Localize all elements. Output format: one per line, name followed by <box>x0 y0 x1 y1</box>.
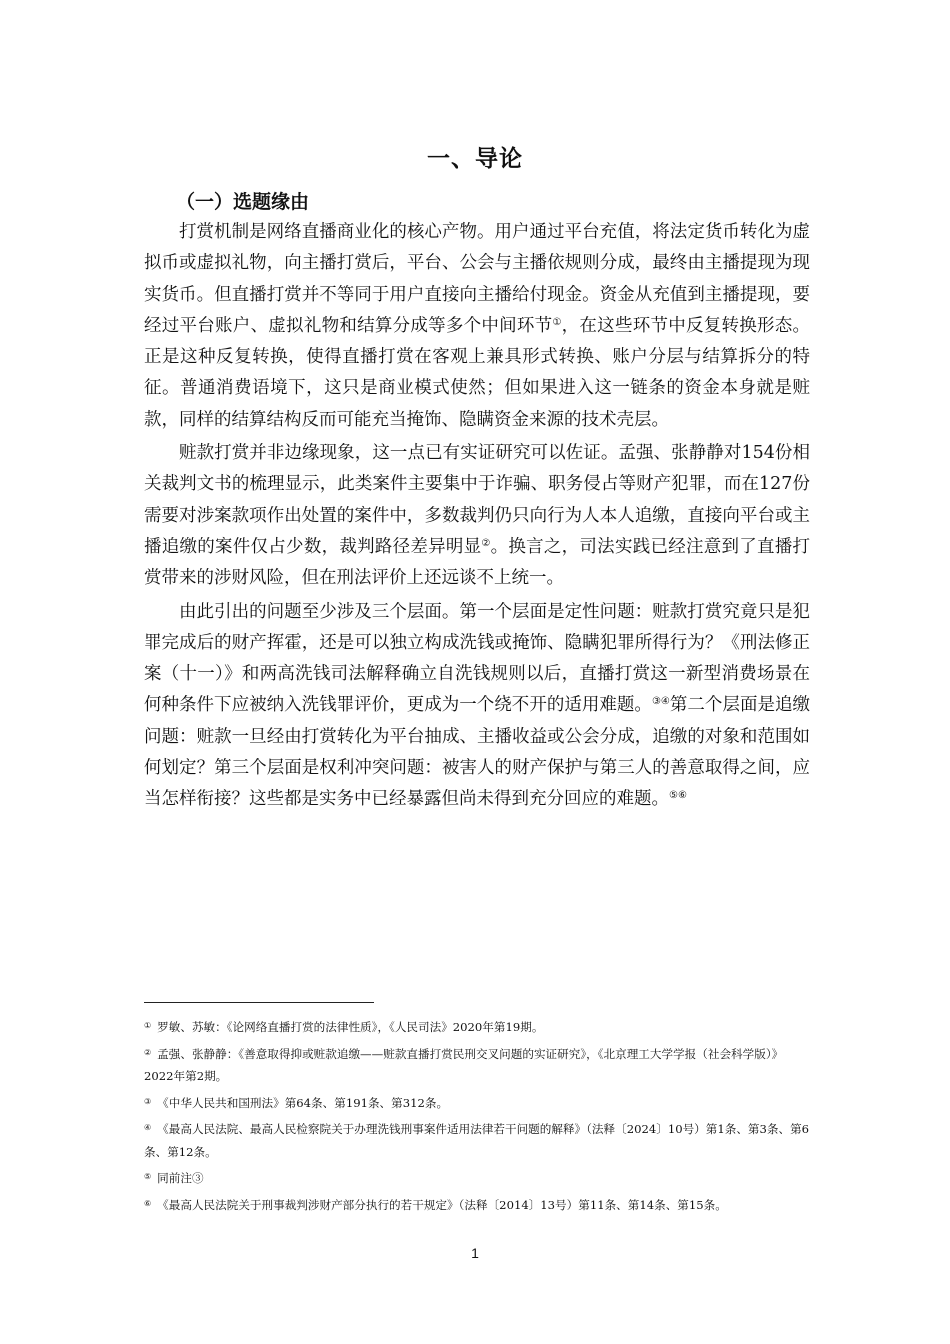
footnote-separator <box>144 1002 374 1003</box>
paragraph-text: 第二个层面是追缴问题：赃款一旦经由打赏转化为平台抽成、主播收益或公会分成，追缴的对象和范围如何划定？第三个层面是权利冲突问题：被害人的财产保护与第三人的善意取得之间，应当怎样衔接？这些都是实务中已经暴露但尚未得到充分回应的难题。 <box>144 695 811 810</box>
footnote-item <box>144 1091 810 1115</box>
footnote-mark: ② <box>144 1047 152 1057</box>
page-number: 1 <box>471 1245 479 1261</box>
footnote-item <box>144 1166 810 1190</box>
footnote-text: 罗敏、苏敏：《论网络直播打赏的法律性质》，《人民司法》2020年第19期。 <box>157 1020 544 1034</box>
paragraph-text: 。换言之，司法实践已经注意到了直播打赏带来的涉财风险，但在刑法评价上还远谈不上统一。 <box>144 536 811 589</box>
section-title: （一）选题缘由 <box>176 191 310 213</box>
footnote-reference[interactable]: ② <box>481 537 491 549</box>
footnote-text: 孟强、张静静：《善意取得抑或赃款追缴——赃款直播打赏民刑交叉问题的实证研究》，《北京理工大学学报（社会科学版）》2022年第2期。 <box>144 1046 784 1083</box>
paragraph-1 <box>144 217 810 436</box>
footnote-mark: ① <box>144 1021 152 1030</box>
footnotes <box>144 1015 810 1219</box>
footnote-item <box>144 1117 810 1163</box>
footnote-text: 《最高人民法院关于刑事裁判涉财产部分执行的若干规定》（法释〔2014〕13号）第11条、第14条、第15条。 <box>157 1197 727 1212</box>
footnote-item <box>144 1015 810 1039</box>
paragraph-text: 由此引出的问题至少涉及三个层面。第一个层面是定性问题：赃款打赏究竟只是犯罪完成后的财产挥霍，还是可以独立构成洗钱或掩饰、隐瞒犯罪所得行为？《刑法修正案（十一）》和两高洗钱司法解释确立自洗钱规则以后，直播打赏这一新型消费场景在何种条件下应被纳入洗钱罪评价，更成为一个绕不开的适用难题。 <box>144 601 810 716</box>
paragraph-text: ，在这些环节中反复转换形态。正是这种反复转换，使得直播打赏在客观上兼具形式转换、账户分层与结算拆分的特征。普通消费语境下，这只是商业模式使然；但如果进入这一链条的资金本身就是赃款，同样的结算结构反而可能充当掩饰、隐瞒资金来源的技术壳层。 <box>144 315 811 430</box>
footnote-reference[interactable]: ③④ <box>651 696 670 708</box>
body-text <box>144 217 810 818</box>
footnote-item <box>144 1193 810 1217</box>
footnote-text: 《最高人民法院、最高人民检察院关于办理洗钱刑事案件适用法律若干问题的解释》（法释〔2024〕10号）第1条、第3条、第6条、第12条。 <box>144 1122 810 1159</box>
footnote-mark: ⑥ <box>144 1198 152 1208</box>
footnote-text: 《中华人民共和国刑法》第64条、第191条、第312条。 <box>157 1095 449 1110</box>
footnote-mark: ③ <box>144 1096 152 1106</box>
chapter-title: 一、导论 <box>427 146 523 172</box>
paragraph-text: 打赏机制是网络直播商业化的核心产物。用户通过平台充值，将法定货币转化为虚拟币或虚拟礼物，向主播打赏后，平台、公会与主播依规则分成，最终由主播提现为现实货币。但直播打赏并不等同于用户直接向主播给付现金。资金从充值到主播提现，要经过平台账户、虚拟礼物和结算分成等多个中间环节 <box>144 222 810 336</box>
paragraph-2 <box>144 438 810 594</box>
footnote-reference[interactable]: ① <box>552 316 562 328</box>
paragraph-3 <box>144 597 810 816</box>
paragraph-text: 赃款打赏并非边缘现象，这一点已有实证研究可以佐证。孟强、张静静对154份相关裁判文书的梳理显示，此类案件主要集中于诈骗、职务侵占等财产犯罪，而在127份需要对涉案款项作出处置的案件中，多数裁判仍只向行为人本人追缴，直接向平台或主播追缴的案件仅占少数，裁判路径差异明显 <box>144 443 810 557</box>
footnote-text: 同前注③ <box>157 1171 204 1185</box>
footnote-item <box>144 1042 810 1088</box>
footnote-reference[interactable]: ⑤⑥ <box>669 790 687 802</box>
footnote-mark: ④ <box>144 1123 152 1132</box>
footnote-mark: ⑤ <box>144 1172 152 1181</box>
